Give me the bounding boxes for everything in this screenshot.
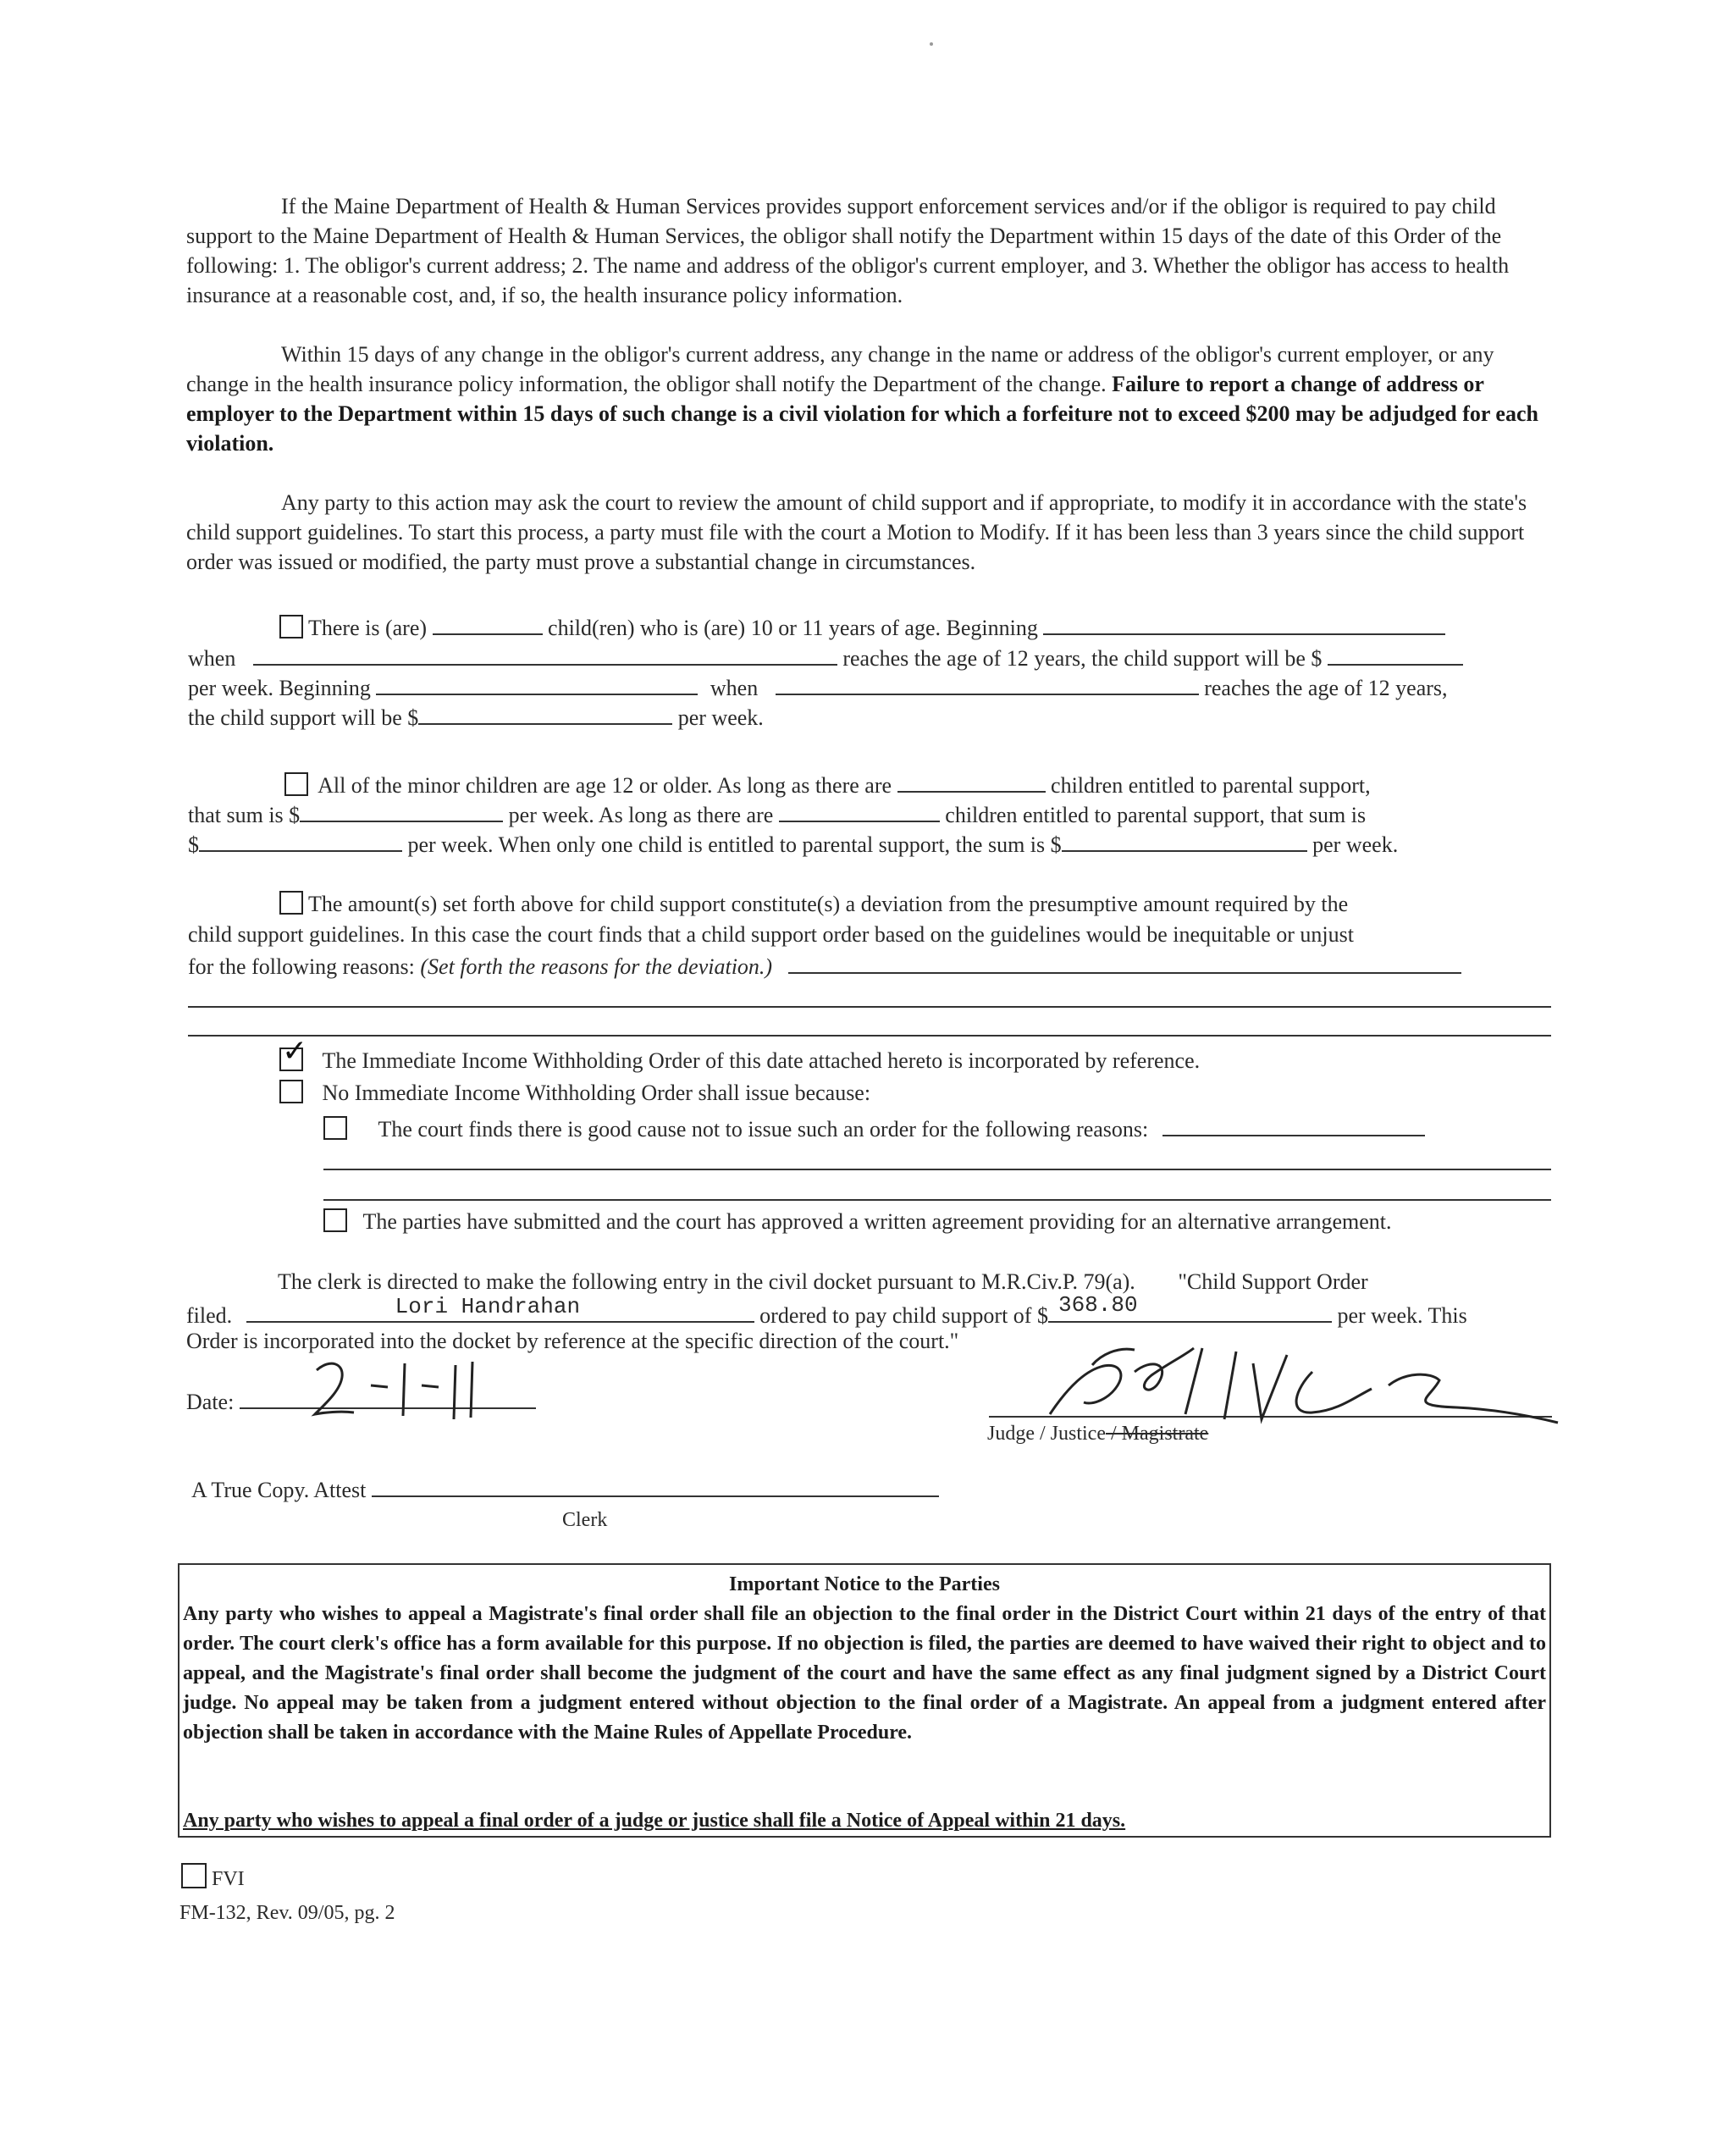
older-section-line-1 bbox=[284, 769, 1371, 800]
label: The amount(s) set forth above for child support constitute(s) a deviation from the presumptive amount required by the bbox=[308, 892, 1349, 916]
notice-body: Any party who wishes to appeal a Magistrate's final order shall file an objection to the final order in the District Court within 21 days of the entry of that order. The court clerk's office has a form available for this purpose. If no objection is filed, the parties are deemed to have waived their right to object and to appeal, and the Magistrate's final order shall become the judgment of the court and have the same effect as any final judgment signed by a District Court judge. No appeal may be taken from a judgment entered without objection to the final order of a Magistrate. An appeal from a judgment entered after objection shall be taken in accordance with the Maine Rules of Appellate Procedure. bbox=[183, 1603, 1546, 1744]
good-cause-reasons-line[interactable] bbox=[323, 1199, 1551, 1201]
field-obligor-name[interactable] bbox=[246, 1294, 754, 1323]
paragraph-text: If the Maine Department of Health & Human Services provides support enforcement services and/or if the obligor is required to pay child support to the Maine Department of Health & Human Services, the obligor shall notify the Department within 15 days of the date of this Order of the following: 1. The obligor's current address; 2. The name and address of the obligor's current employer, and 3. Whether the obligor has access to health insurance at a reasonable cost, and, if so, the health insurance policy information. bbox=[186, 194, 1510, 307]
notice-appeal-deadline: Any party who wishes to appeal a final order of a judge or justice shall file a Notice of Appeal within 21 days. bbox=[183, 1810, 1126, 1832]
label: FM-132, Rev. 09/05, pg. 2 bbox=[179, 1902, 395, 1924]
checkbox-good-cause[interactable] bbox=[323, 1116, 347, 1140]
field-attest-signature[interactable] bbox=[372, 1473, 939, 1497]
label: the child support will be $ bbox=[188, 705, 419, 730]
handwritten-date bbox=[305, 1352, 491, 1428]
good-cause-reasons-line[interactable] bbox=[323, 1169, 1551, 1170]
docket-line-2 bbox=[186, 1292, 1467, 1330]
field-one-child-sum[interactable] bbox=[1062, 828, 1307, 852]
older-section-line-2 bbox=[188, 799, 1366, 830]
label: child support guidelines. In this case the court finds that a child support order based on the guidelines would be inequitable or unjust bbox=[188, 922, 1354, 947]
paragraph-text: Within 15 days of any change in the obligor's current address, any change in the name or address of the obligor's current employer, or any change in the health insurance policy information, the obligor shall notify the Department of the change. bbox=[186, 342, 1494, 396]
label: per week. Beginning bbox=[188, 676, 371, 700]
field-good-cause-reasons[interactable] bbox=[1162, 1113, 1425, 1136]
checkbox-age-12-older[interactable] bbox=[284, 772, 308, 796]
label: child(ren) who is (are) 10 or 11 years of age. Beginning bbox=[548, 616, 1038, 640]
label: for the following reasons: bbox=[188, 954, 415, 979]
label: Judge / Justice bbox=[987, 1423, 1106, 1445]
field-beginning-date-2[interactable] bbox=[376, 672, 698, 695]
deviation-line-1 bbox=[279, 890, 1348, 919]
label: No Immediate Income Withholding Order shall issue because: bbox=[322, 1081, 871, 1105]
label: when bbox=[710, 676, 759, 700]
notice-title: Important Notice to the Parties bbox=[729, 1573, 1000, 1595]
label: Order is incorporated into the docket by reference at the specific direction of the court." bbox=[186, 1329, 959, 1353]
scan-speck bbox=[930, 42, 933, 46]
field-child-name[interactable] bbox=[253, 642, 837, 666]
field-beginning-date[interactable] bbox=[1043, 611, 1445, 635]
label: Clerk bbox=[562, 1509, 608, 1531]
label: children entitled to parental support, that sum is bbox=[945, 803, 1367, 827]
date-label: Date: bbox=[186, 1390, 235, 1414]
label: There is (are) bbox=[308, 616, 428, 640]
label: reaches the age of 12 years, bbox=[1204, 676, 1448, 700]
checkbox-withholding-incorporated[interactable] bbox=[279, 1048, 303, 1071]
obligor-name-value: Lori Handrahan bbox=[395, 1294, 581, 1319]
field-number-children[interactable] bbox=[433, 611, 543, 635]
attest-row bbox=[191, 1473, 939, 1505]
forfeiture-warning: Failure to report a change of address or employer to the Department within 15 days of such change is a civil violation for which a forfeiture not to exceed $200 may be adjudged for each violation. bbox=[186, 372, 1538, 456]
deviation-reasons-line[interactable] bbox=[188, 1035, 1551, 1037]
label: The Immediate Income Withholding Order of this date attached hereto is incorporated by reference. bbox=[322, 1048, 1201, 1073]
label: "Child Support Order bbox=[1178, 1269, 1368, 1294]
label: per week. bbox=[1312, 832, 1399, 857]
deviation-instruction: (Set forth the reasons for the deviation.) bbox=[420, 954, 773, 979]
field-sum-2[interactable] bbox=[199, 828, 402, 852]
clerk-label bbox=[562, 1506, 607, 1534]
withholding-no-order-row bbox=[279, 1079, 870, 1108]
label: The court finds there is good cause not to issue such an order for the following reasons: bbox=[378, 1117, 1149, 1142]
field-children-count[interactable] bbox=[897, 769, 1046, 793]
form-id bbox=[179, 1899, 395, 1927]
older-section-line-3 bbox=[188, 828, 1398, 860]
field-sum[interactable] bbox=[300, 799, 503, 822]
deviation-reasons-line[interactable] bbox=[188, 1006, 1551, 1008]
label: $ bbox=[188, 832, 199, 857]
paragraph-notify-department bbox=[186, 191, 1549, 310]
docket-line-3 bbox=[186, 1327, 958, 1356]
label: that sum is $ bbox=[188, 803, 301, 827]
label: FVI bbox=[212, 1868, 245, 1890]
deviation-line-3 bbox=[188, 950, 1461, 981]
label: per week. bbox=[677, 705, 764, 730]
field-support-amount[interactable] bbox=[1328, 642, 1463, 666]
field-support-amount-2[interactable] bbox=[418, 701, 672, 725]
label: The clerk is directed to make the following entry in the civil docket pursuant to M.R.Civ.P. 79(a). bbox=[278, 1269, 1135, 1294]
label: per week. As long as there are bbox=[508, 803, 774, 827]
field-deviation-reasons[interactable] bbox=[788, 950, 1461, 974]
label: All of the minor children are age 12 or older. As long as there are bbox=[318, 773, 892, 798]
checkbox-alternative-agreement[interactable] bbox=[323, 1208, 347, 1232]
label: The parties have submitted and the court has approved a written agreement providing for an alternative arrangement. bbox=[362, 1209, 1392, 1234]
good-cause-row bbox=[323, 1113, 1425, 1144]
checkbox-deviation[interactable] bbox=[279, 891, 303, 915]
paragraph-text: Any party to this action may ask the court to review the amount of child support and if appropriate, to modify it in accordance with the state's child support guidelines. To start this process, a party must file with the court a Motion to Modify. If it has been less than 3 years since the child support order was issued or modified, the party must prove a substantial change in circumstances. bbox=[186, 490, 1527, 574]
field-support-amount-docket[interactable] bbox=[1048, 1292, 1332, 1323]
support-amount-value: 368.80 bbox=[1058, 1292, 1138, 1318]
age-section-line-3 bbox=[188, 672, 1448, 703]
field-children-count-2[interactable] bbox=[779, 799, 940, 822]
label: when bbox=[188, 646, 236, 671]
paragraph-change-notice bbox=[186, 340, 1549, 458]
paragraph-modify bbox=[186, 488, 1549, 577]
label: children entitled to parental support, bbox=[1051, 773, 1371, 798]
fvi-row bbox=[181, 1863, 245, 1893]
checkbox-fvi[interactable] bbox=[181, 1863, 207, 1888]
label: A True Copy. Attest bbox=[191, 1478, 367, 1502]
label-struck: / Magistrate bbox=[1105, 1423, 1209, 1445]
age-section-line-2 bbox=[188, 642, 1463, 673]
label: ordered to pay child support of $ bbox=[759, 1303, 1048, 1328]
agreement-row bbox=[323, 1208, 1392, 1236]
important-notice-box bbox=[178, 1563, 1551, 1838]
checkbox-no-withholding[interactable] bbox=[279, 1080, 303, 1103]
field-child-name-2[interactable] bbox=[776, 672, 1199, 695]
label: per week. This bbox=[1337, 1303, 1467, 1328]
label: reaches the age of 12 years, the child support will be $ bbox=[842, 646, 1323, 671]
age-section-line-1 bbox=[279, 611, 1445, 643]
deviation-line-2 bbox=[188, 920, 1354, 949]
judge-title bbox=[987, 1419, 1208, 1448]
withholding-incorporated-row bbox=[279, 1047, 1200, 1075]
checkbox-age-10-11[interactable] bbox=[279, 615, 303, 639]
age-section-line-4 bbox=[188, 701, 764, 732]
label: filed. bbox=[186, 1303, 233, 1328]
label: per week. When only one child is entitled to parental support, the sum is $ bbox=[407, 832, 1062, 857]
